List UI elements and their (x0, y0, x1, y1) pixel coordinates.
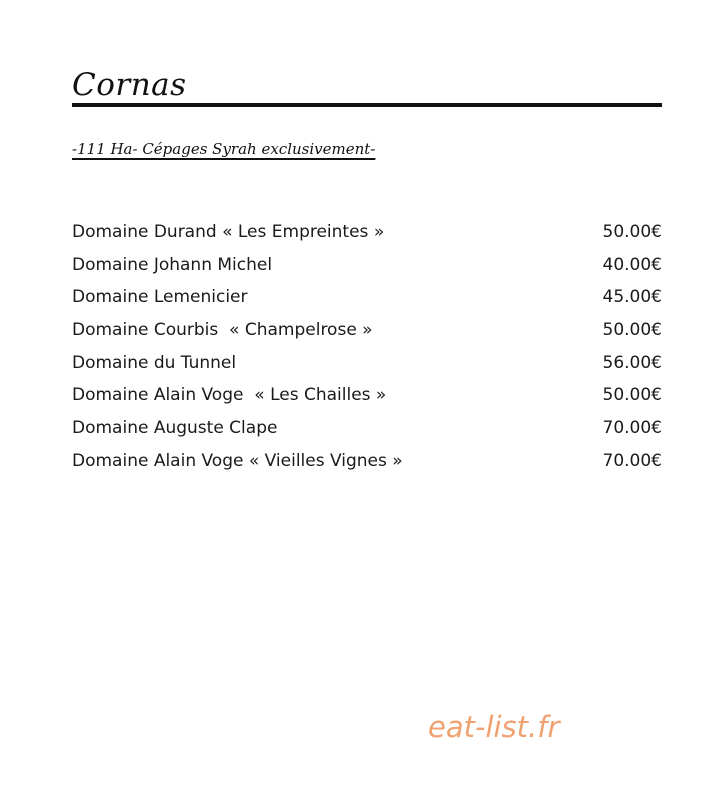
wine-row (72, 320, 662, 353)
wine-name: Domaine Courbis « Champelrose » (72, 320, 373, 341)
wine-price: 50.00€ (602, 320, 662, 341)
section-subtitle: -111 Ha- Cépages Syrah exclusivement- (72, 140, 376, 158)
wine-price: 40.00€ (602, 254, 662, 275)
wine-name: Domaine Johann Michel (72, 254, 273, 275)
wine-row (72, 418, 662, 451)
section-title: Cornas (72, 67, 187, 103)
wine-row (72, 385, 662, 418)
wine-list (72, 222, 662, 484)
wine-row (72, 222, 662, 255)
wine-price: 45.00€ (602, 287, 662, 308)
wine-price: 56.00€ (602, 352, 662, 373)
wine-name: Domaine Auguste Clape (72, 418, 278, 439)
wine-price: 70.00€ (602, 418, 662, 439)
wine-row (72, 287, 662, 320)
title-divider (72, 103, 662, 107)
wine-price: 70.00€ (602, 450, 662, 471)
wine-row (72, 255, 662, 288)
wine-row (72, 353, 662, 386)
wine-name: Domaine Durand « Les Empreintes » (72, 222, 385, 242)
wine-name: Domaine Alain Voge « Vieilles Vignes » (72, 450, 403, 471)
watermark-logo: eat-list.fr (428, 710, 560, 744)
wine-row (72, 451, 662, 484)
wine-name: Domaine Lemenicier (72, 287, 248, 308)
wine-price: 50.00€ (602, 222, 662, 242)
wine-name: Domaine du Tunnel (72, 352, 237, 373)
wine-name: Domaine Alain Voge « Les Chailles » (72, 385, 387, 406)
wine-price: 50.00€ (602, 385, 662, 406)
